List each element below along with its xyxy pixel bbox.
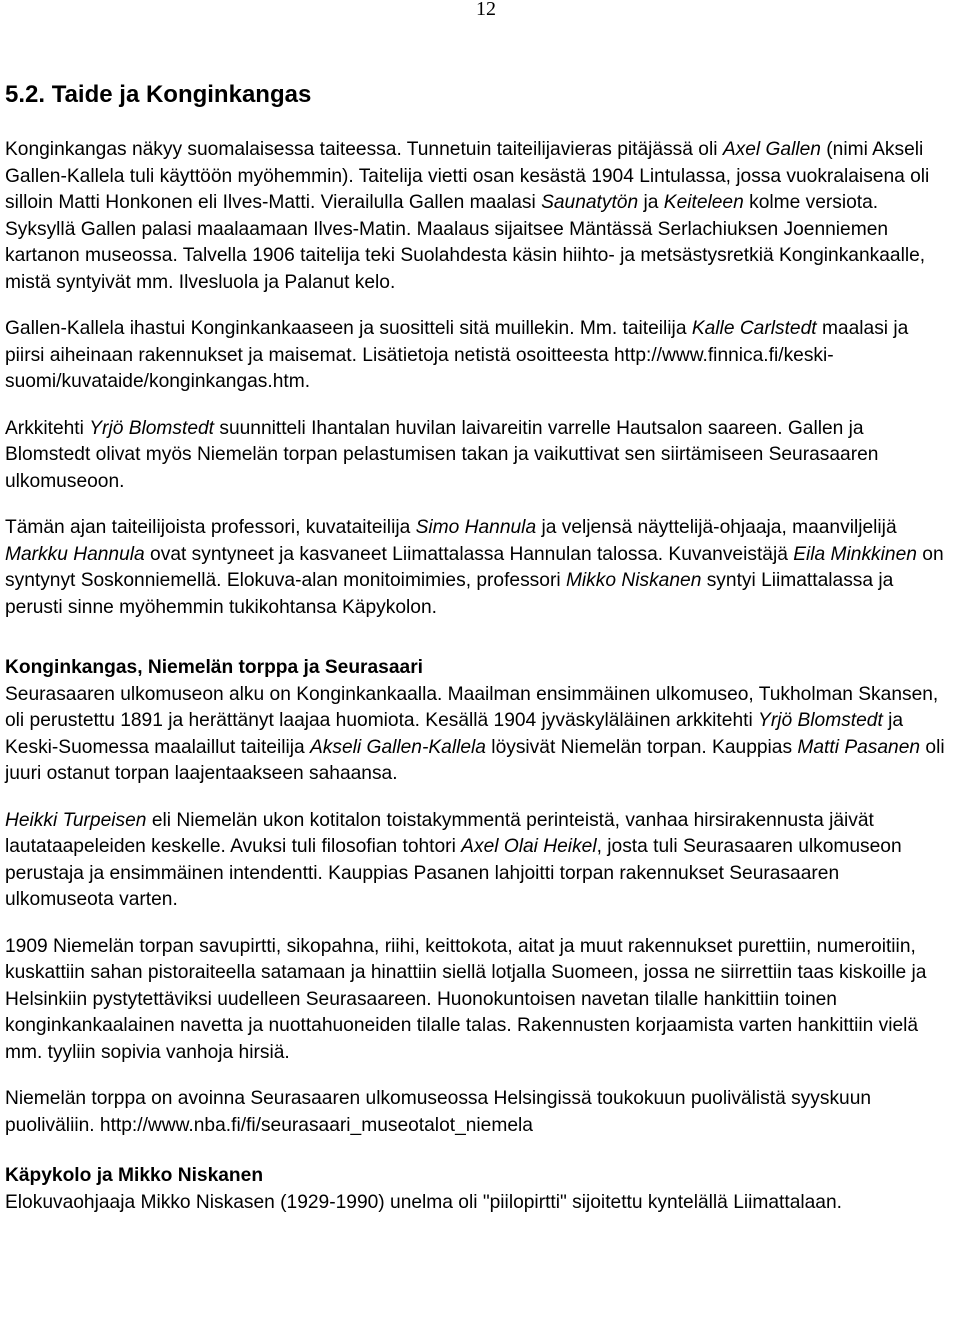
italic-text: Eila Minkkinen	[793, 543, 917, 565]
text-run: Niemelän torppa on avoinna Seurasaaren ulkomuseossa Helsingissä toukokuun puolivälistä syyskuun puoliväliin. http://www.nba.fi/fi/seurasaari_museotalot_niemela	[5, 1088, 872, 1136]
italic-text: Yrjö Blomstedt	[89, 417, 215, 439]
italic-text: Markku Hannula	[5, 543, 145, 565]
text-run: maalasi ja piirsi aiheinaan rakennukset ja maisemat. Lisätietoja netistä osoitteesta http://www.finnica.fi/keski-suomi/kuvataide/konginkangas.htm.	[5, 318, 909, 392]
italic-text: Matti Pasanen	[797, 736, 921, 758]
text-run: Seurasaaren ulkomuseon alku on Konginkankaalla. Maailman ensimmäinen ulkomuseo, Tukholman Skansen, oli perustettu 1891 ja herättänyt laajaa huomiota. Kesällä 1904 jyväskyläläinen arkkitehti	[5, 683, 939, 731]
text-run: Konginkangas näkyy suomalaisessa taiteessa. Tunnetuin taiteilijavieras pitäjässä oli	[5, 139, 723, 160]
paragraph	[5, 1190, 950, 1217]
italic-text: Saunatytön	[541, 192, 639, 213]
text-run: ja veljensä näyttelijä-ohjaaja, maanviljelijä	[536, 517, 897, 538]
italic-text: Axel Gallen	[722, 139, 821, 160]
paragraph	[5, 416, 950, 496]
text-run: on syntynyt Soskonniemellä. Elokuva-alan monitoimimies, professori	[5, 543, 944, 591]
paragraph	[5, 682, 950, 788]
text-run: suunnitteli Ihantalan huvilan laivareitin varrelle Hautsalon saareen. Gallen ja Blomstedt olivat myös Niemelän torpan pelastumisen takan ja vaikuttivat sen siirtämiseen Seurasaaren ulkomuseoon.	[5, 417, 879, 492]
text-run: 1909 Niemelän torpan savupirtti, sikopahna, riihi, keittokota, aitat ja muut rakennukset purettiin, numeroitiin, kuskattiin sahan pistoraiteella satamaan ja hinattiin siellä lotjalla Suomeen, jossa ne siirrettiin taas kiskoille ja Helsinkiin pystytettäviksi uudelleen Seurasaareen. Huonokuntoisen navetan tilalle hankittiin toinen konginkankaalainen navetta ja nuottahuoneiden tilalle talas. Rakennusten korjaamista varten hankittiin vielä mm. tyyliin sopivia vanhoja hirsiä.	[5, 935, 927, 1063]
text-run: ovat syntyneet ja kasvaneet Liimattalassa Hannulan talossa. Kuvanveistäjä	[144, 543, 794, 565]
paragraph	[5, 137, 950, 296]
italic-text: Axel Olai Heikel	[461, 836, 597, 857]
italic-text: Simo Hannula	[415, 517, 537, 538]
text-run: (nimi Akseli Gallen-Kallela tuli käyttöön myöhemmin). Taitelija vietti osan kesästä 1904 Lintulassa, jossa vuokralaisena oli silloin Matti Honkonen eli Ilves-Matti. Vierailulla Gallen maalasi	[5, 139, 930, 213]
section-heading: 5.2. Taide ja Konginkangas	[5, 81, 312, 108]
text-run: syntyi Liimattalassa ja perusti sinne myöhemmin tukikohtansa Käpykolon.	[5, 570, 894, 618]
text-run: Arkkitehti	[5, 417, 90, 439]
italic-text: Mikko Niskanen	[565, 570, 702, 591]
text-run: kolme versiota. Syksyllä Gallen palasi maalaamaan Ilves-Matin. Maalaus sijaitsee Mäntässä Serlachiuksen Joenniemen kartanon museossa. Talvella 1906 taitelija teki Suolahdesta käsin hiihto- ja metsästysretkiä Konginkankaalle, mistä syntyivät mm. Ilvesluola ja Palanut kelo.	[5, 192, 926, 293]
text-run: löysivät Niemelän torpan. Kauppias	[485, 736, 798, 758]
text-run: , josta tuli Seurasaaren ulkomuseon perustaja ja ensimmäinen intendentti. Kauppias Pasanen lahjoitti torpan rakennukset Seurasaaren ulkomuseota varten.	[5, 836, 902, 910]
text-run: Elokuvaohjaaja Mikko Niskasen (1929-1990) unelma oli "piilopirtti" sijoitettu kyntelällä Liimattalaan.	[5, 1191, 842, 1213]
italic-text: Yrjö Blomstedt	[758, 710, 883, 731]
subheading: Käpykolo ja Mikko Niskanen	[5, 1165, 264, 1186]
paragraph	[5, 316, 950, 396]
page-number: 12	[476, 0, 496, 20]
paragraph	[5, 808, 950, 914]
italic-text: Keiteleen	[663, 192, 744, 213]
text-run: Tämän ajan taiteilijoista professori, kuvataiteilija	[5, 517, 416, 538]
italic-text: Akseli Gallen-Kallela	[310, 736, 486, 758]
subheading: Konginkangas, Niemelän torppa ja Seurasaari	[5, 657, 423, 678]
text-run: eli Niemelän ukon kotitalon toistakymmentä perinteistä, vanhaa hirsirakennusta jäivät lautataapeleiden keskelle. Avuksi tuli filosofian tohtori	[5, 809, 874, 857]
italic-text: Kalle Carlstedt	[691, 318, 817, 339]
document-page	[5, 80, 950, 1216]
paragraph	[5, 515, 950, 621]
text-run: oli juuri ostanut torpan laajentaakseen sahaansa.	[5, 736, 945, 784]
paragraph	[5, 1086, 950, 1139]
text-run: ja	[638, 192, 664, 213]
paragraph	[5, 934, 950, 1067]
text-run: Gallen-Kallela ihastui Konginkankaaseen ja suositteli sitä muillekin. Mm. taiteilija	[5, 318, 692, 339]
italic-text: Heikki Turpeisen	[5, 809, 147, 831]
text-run: ja Keski-Suomessa maalaillut taiteilija	[5, 710, 904, 758]
